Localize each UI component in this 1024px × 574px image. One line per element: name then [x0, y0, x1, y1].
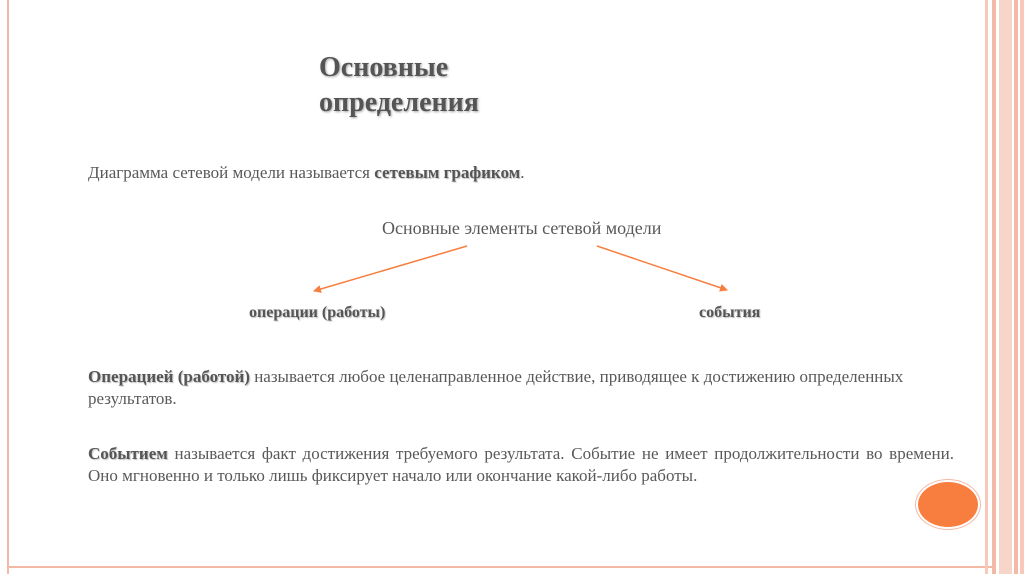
- slide-title-line1: Основные: [319, 52, 449, 83]
- decorative-stripe: [985, 0, 988, 574]
- elements-heading: Основные элементы сетевой модели: [382, 218, 662, 238]
- slide-title-line2: определения: [319, 87, 479, 118]
- arrow-left: [314, 246, 467, 291]
- slide-title: [319, 50, 479, 120]
- event-term: Событием: [88, 444, 168, 463]
- decorative-circle: [916, 480, 980, 529]
- decorative-stripe: [992, 0, 996, 574]
- definition-term: сетевым графиком: [374, 163, 521, 182]
- decorative-stripe: [1014, 0, 1018, 574]
- branch-label-events: события: [699, 304, 761, 321]
- arrow-right: [597, 246, 727, 290]
- operation-paragraph: [88, 366, 908, 410]
- decorative-stripe: [1020, 0, 1024, 574]
- definition-prefix: Диаграмма сетевой модели называется: [88, 163, 375, 182]
- definition-suffix: .: [520, 163, 525, 182]
- decorative-stripe: [999, 0, 1012, 574]
- frame-left-line: [7, 0, 9, 574]
- operation-term: Операцией (работой): [88, 367, 250, 386]
- definition-paragraph: [88, 163, 525, 183]
- event-text: называется факт достижения требуемого результата. Событие не имеет продолжительности во времени. Оно мгновенно и только лишь фиксирует начало или окончание какой-либо работы.: [88, 444, 954, 485]
- event-paragraph: [88, 443, 954, 487]
- frame-bottom-line: [7, 566, 992, 568]
- branch-label-operations: операции (работы): [249, 304, 386, 321]
- operation-text: называется любое целенаправленное действие, приводящее к достижению определенных результатов.: [88, 367, 904, 408]
